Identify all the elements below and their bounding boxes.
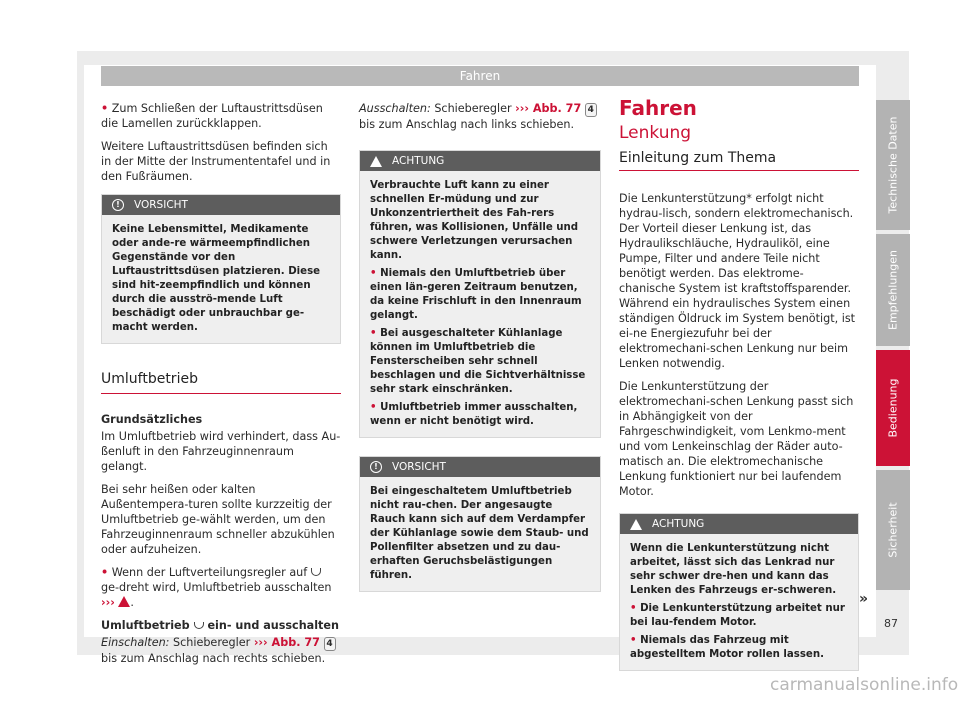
figure-callout-number: 4 (585, 103, 597, 117)
section-heading: Lenkung (619, 123, 692, 143)
warning-triangle-icon (118, 596, 130, 607)
paragraph: Im Umluftbetrieb wird verhindert, dass Au-ßenluft in den Fahrzeuginnenraum gelangt. (101, 430, 341, 473)
paragraph: • Zum Schließen der Luftaustrittsdüsen die Lamellen zurückklappen. (101, 102, 323, 130)
warning-box (619, 513, 859, 671)
tab-empfehlungen[interactable]: Empfehlungen (876, 234, 910, 346)
warning-triangle-icon (630, 519, 642, 530)
air-distribution-icon (311, 568, 321, 576)
paragraph: Die Lenkunterstützung der elektromechani-schen Lenkung passt sich in Abhängigkeit von der Fahrgeschwindigkeit, vom Lenkmo-ment und vom Lenkeinschlag der Räder auto-matisch an. Die elektromechanische Lenkung funktioniert nur bei laufendem Motor. (619, 380, 854, 498)
caution-text: Bei eingeschaltetem Umluftbetrieb nicht rau-chen. Der angesaugte Rauch kann sich auf dem Verdampfer der Kühlanlage sowie dem Staub- und Pollenfilter absetzen und zu dau-erhaften Geruchsbelästigungen führen. (360, 477, 600, 591)
subheading: Grundsätzliches (101, 413, 203, 426)
topic-heading: Einleitung zum Thema (619, 151, 859, 171)
bullet-icon: • (101, 102, 109, 115)
bullet-icon: • (630, 603, 637, 614)
bullet-icon: • (370, 328, 377, 339)
continue-arrow-icon: » (859, 591, 869, 607)
section-title: Umluftbetrieb (101, 372, 341, 394)
figure-reference-link[interactable]: ››› Abb. 77 (515, 102, 582, 115)
recirculation-icon (194, 622, 204, 629)
cross-reference-link[interactable]: ››› (101, 596, 115, 609)
caution-box (359, 456, 601, 592)
page-number: 87 (884, 617, 898, 630)
warning-text: Wenn die Lenkunterstützung nicht arbeitet, lässt sich das Lenkrad nur sehr schwer dre-hen und kann das Lenken des Fahrzeugs er-schweren. • Die Lenkunterstützung arbeitet nur bei lau-fendem Motor. • Niemals das Fahrzeug mit abgestelltem Motor rollen lassen. (620, 534, 858, 670)
info-circle-icon: ! (370, 461, 382, 473)
paragraph: Weitere Luftaustrittsdüsen befinden sich in der Mitte der Instrumententafel und in den Fußräumen. (101, 140, 331, 183)
page-header: Fahren (101, 66, 859, 86)
paragraph: Einschalten: Schieberegler ››› Abb. 77 4 bis zum Anschlag nach rechts schieben. (101, 635, 341, 666)
paragraph: Die Lenkunterstützung* erfolgt nicht hydrau-lisch, sondern elektromechanisch. Der Vorteil dieser Lenkung ist, das Hydraulikschläuche, Hydrauliköl, eine Pumpe, Filter und andere Teile nicht benötigt werden. Das elektrome-chanische System ist kraftstoffsparender. Während ein hydraulisches System einen ständigen Öldruck im System benötigt, ist ei-ne Energiezufuhr bei der elektromechani-schen Lenkung nur beim Lenken notwendig. (619, 192, 856, 370)
tab-sicherheit[interactable]: Sicherheit (876, 470, 910, 590)
warning-header: ACHTUNG (620, 514, 858, 534)
bullet-icon: • (370, 402, 377, 413)
warning-triangle-icon (370, 156, 382, 167)
column-middle (359, 101, 601, 604)
warning-box (359, 150, 601, 438)
paragraph: Ausschalten: Schieberegler ››› Abb. 77 4 bis zum Anschlag nach links schieben. (359, 101, 601, 132)
figure-reference-link[interactable]: ››› Abb. 77 (253, 636, 320, 649)
bullet-icon: • (630, 635, 637, 646)
figure-callout-number: 4 (324, 637, 336, 651)
warning-text: Verbrauchte Luft kann zu einer schnellen Er-müdung und zur Unkonzentriertheit des Fah-rers führen, was Kollisionen, Unfälle und schwere Verletzungen verursachen kann. • Niemals den Umluftbetrieb über einen län-geren Zeitraum benutzen, da keine Frischluft in den Innenraum gelangt. • Bei ausgeschalteter Kühlanlage können im Umluftbetrieb die Fensterscheiben sehr schnell beschlagen und die Sichtverhältnisse sehr stark einschränken. • Umluftbetrieb immer ausschalten, wenn er nicht benötigt wird. (360, 171, 600, 437)
tab-bedienung[interactable]: Bedienung (876, 350, 910, 466)
bullet-icon: • (101, 566, 109, 579)
info-circle-icon: ! (112, 199, 124, 211)
column-left (101, 101, 341, 674)
caution-header: ! VORSICHT (102, 195, 340, 215)
paragraph: • Wenn der Luftverteilungsregler auf ge-dreht wird, Umluftbetrieb ausschalten ››› . (101, 566, 332, 609)
caution-box (101, 194, 341, 344)
subheading: Umluftbetrieb ein- und ausschalten (101, 619, 339, 632)
watermark: carmanualsonline.info (770, 675, 959, 695)
column-right (619, 96, 859, 683)
bullet-icon: • (370, 268, 377, 279)
caution-header: ! VORSICHT (360, 457, 600, 477)
paragraph: Bei sehr heißen oder kalten Außentempera-turen sollte kurzzeitig der Umluftbetrieb ge-wählt werden, um den Fahrzeuginnenraum schneller abzukühlen oder aufzuheizen. (101, 483, 335, 556)
chapter-title: Fahren (619, 96, 697, 120)
warning-header: ACHTUNG (360, 151, 600, 171)
tab-technische-daten[interactable]: Technische Daten (876, 100, 910, 230)
caution-text: Keine Lebensmittel, Medikamente oder ande-re wärmeempfindlichen Gegenstände vor den Luftaustrittsdüsen platzieren. Diese sind hit-zeempfindlich und können durch die ausströ-mende Luft beschädigt oder unbrauchbar ge-macht werden. (102, 215, 340, 343)
